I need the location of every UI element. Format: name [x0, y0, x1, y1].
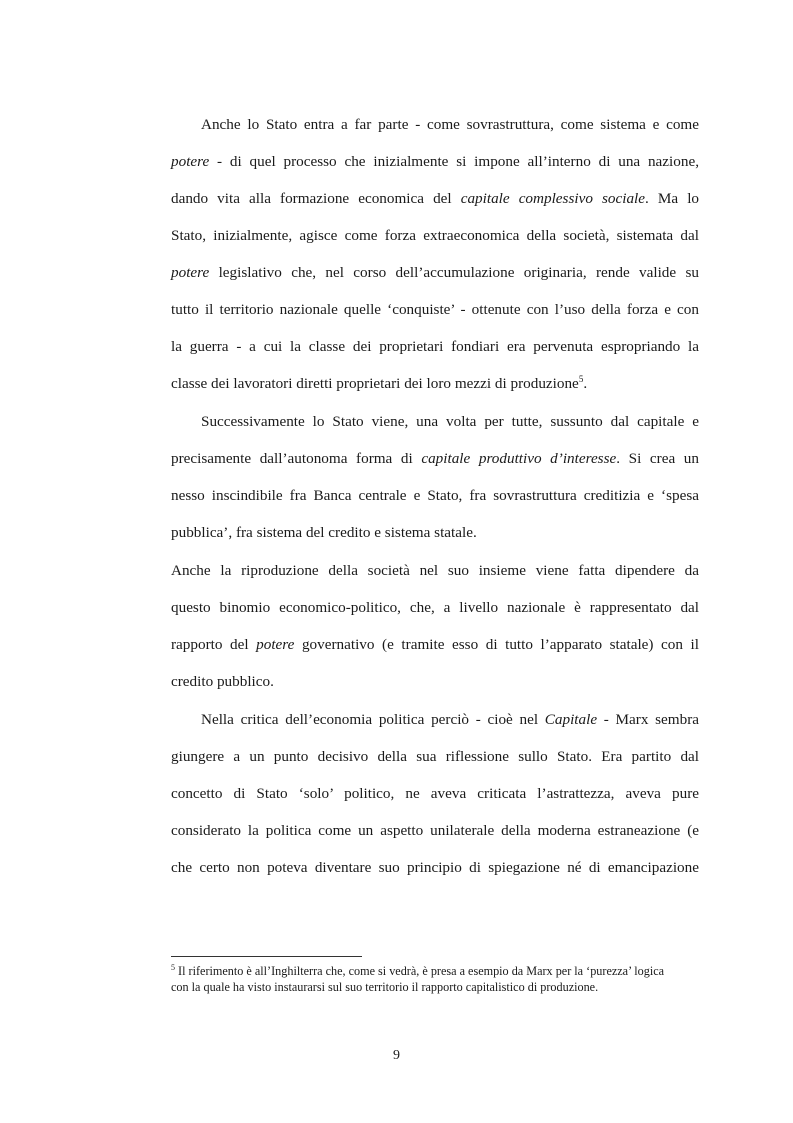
- footnote-line: [171, 979, 721, 995]
- paragraph-1-line: [171, 189, 699, 209]
- text-run: - Marx sembra: [597, 711, 699, 728]
- text-run: questo binomio economico-politico, che, a livello nazionale è rappresentato dal: [171, 599, 699, 616]
- text-run: con la quale ha visto instaurarsi sul suo territorio il rapporto capitalistico di produzione.: [171, 980, 599, 994]
- paragraph-1-line: [171, 226, 699, 246]
- text-run: - di quel processo che inizialmente si impone all’interno di una nazione,: [209, 153, 699, 170]
- text-run: Stato, inizialmente, agisce come forza extraeconomica della società, sistemata dal: [171, 227, 699, 244]
- text-run: pubblica’, fra sistema del credito e sistema statale.: [171, 524, 477, 541]
- italic-text: potere: [171, 153, 210, 170]
- text-run: considerato la politica come un aspetto unilaterale della moderna estraneazione (e: [171, 822, 699, 839]
- text-run: .: [583, 375, 588, 392]
- paragraph-4-line: [171, 821, 699, 841]
- footnote-separator: [171, 956, 362, 957]
- text-run: che certo non poteva diventare suo principio di spiegazione né di emancipazione: [171, 859, 699, 876]
- paragraph-1-line: [171, 337, 699, 357]
- footnote-marker: 5: [171, 963, 175, 972]
- text-run: classe dei lavoratori diretti proprietari dei loro mezzi di produzione: [171, 375, 579, 392]
- text-run: . Si crea un: [616, 450, 699, 467]
- paragraph-4-line: [171, 858, 699, 878]
- paragraph-2-line: [171, 523, 699, 543]
- text-run: la guerra - a cui la classe dei proprietari fondiari era pervenuta espropriando la: [171, 338, 699, 355]
- paragraph-2-line: [171, 486, 699, 506]
- text-run: tutto il territorio nazionale quelle ‘conquiste’ - ottenute con l’uso della forza e con: [171, 301, 699, 318]
- paragraph-3-line: [171, 672, 699, 692]
- text-run: nesso inscindibile fra Banca centrale e Stato, fra sovrastruttura creditizia e ‘spesa: [171, 487, 699, 504]
- paragraph-2-line: [201, 412, 699, 432]
- paragraph-3-line: [171, 598, 699, 618]
- text-run: legislativo che, nel corso dell’accumulazione originaria, rende valide su: [209, 264, 699, 281]
- text-run: dando vita alla formazione economica del: [171, 190, 461, 207]
- footnote-marker: 5: [578, 374, 584, 384]
- paragraph-4-line: [171, 784, 699, 804]
- paragraph-1-line: [201, 115, 699, 135]
- paragraph-4-line: [171, 747, 699, 767]
- text-run: giungere a un punto decisivo della sua riflessione sullo Stato. Era partito dal: [171, 748, 699, 765]
- text-run: . Ma lo: [645, 190, 700, 207]
- italic-text: capitale produttivo d’interesse: [421, 450, 617, 467]
- text-run: Successivamente lo Stato viene, una volta per tutte, sussunto dal capitale e: [201, 413, 699, 430]
- page-number: 9: [393, 1048, 400, 1063]
- paragraph-3-line: [171, 635, 699, 655]
- text-run: credito pubblico.: [171, 673, 274, 690]
- paragraph-1-line: [171, 152, 699, 172]
- text-run: Il riferimento è all’Inghilterra che, come si vedrà, è presa a esempio da Marx per la ‘purezza’ logica: [175, 964, 665, 978]
- paragraph-1-line: [171, 374, 699, 394]
- text-run: precisamente dall’autonoma forma di: [171, 450, 422, 467]
- text-run: Anche la riproduzione della società nel suo insieme viene fatta dipendere da: [171, 562, 699, 579]
- text-run: Anche lo Stato entra a far parte - come sovrastruttura, come sistema e come: [201, 116, 699, 133]
- text-run: concetto di Stato ‘solo’ politico, ne aveva criticata l’astrattezza, aveva pure: [171, 785, 699, 802]
- paragraph-4-line: [201, 710, 699, 730]
- italic-text: potere: [171, 264, 210, 281]
- italic-text: Capitale: [544, 711, 598, 728]
- paragraph-1-line: [171, 300, 699, 320]
- text-run: governativo (e tramite esso di tutto l’apparato statale) con il: [294, 636, 699, 653]
- footnote-line: [171, 963, 721, 979]
- paragraph-2-line: [171, 449, 699, 469]
- text-run: Nella critica dell’economia politica perciò - cioè nel: [201, 711, 545, 728]
- italic-text: capitale complessivo sociale: [460, 190, 646, 207]
- text-run: rapporto del: [171, 636, 257, 653]
- paragraph-1-line: [171, 263, 699, 283]
- italic-text: potere: [256, 636, 295, 653]
- paragraph-3-line: [171, 561, 699, 581]
